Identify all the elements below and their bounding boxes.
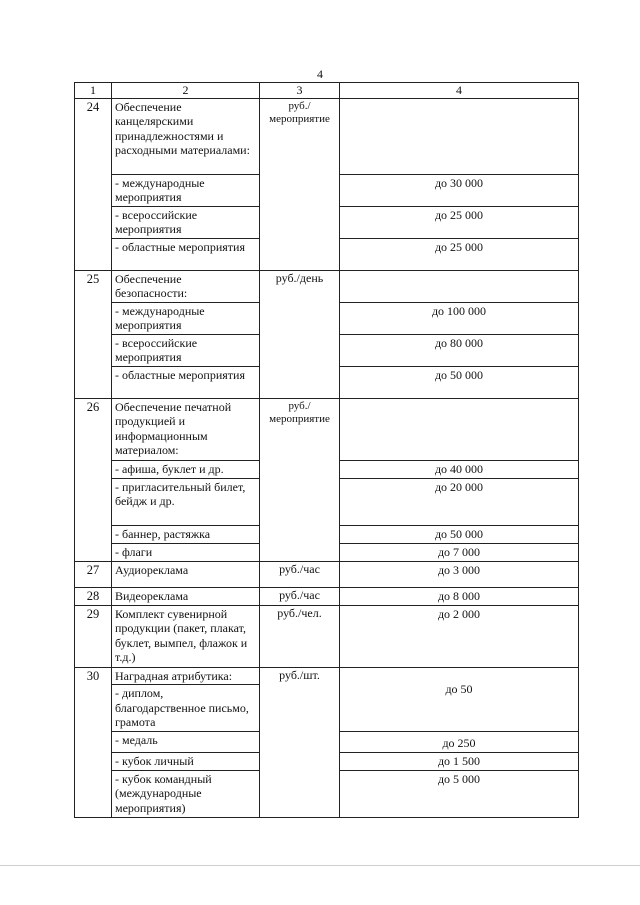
- row-number: 26: [75, 398, 112, 561]
- row-unit: руб./час: [260, 587, 340, 605]
- row-title: Аудиореклама: [112, 561, 260, 587]
- row-number: 27: [75, 561, 112, 587]
- row-unit: руб./день: [260, 270, 340, 398]
- row-number: 30: [75, 667, 112, 817]
- row-title: Комплект сувенирной продукции (пакет, плакат, буклет, вымпел, флажок и т.д.): [112, 605, 260, 667]
- row-unit: руб./ мероприятие: [260, 98, 340, 270]
- table-row: [75, 667, 579, 685]
- sub-item-name: - областные мероприятия: [112, 238, 260, 270]
- row-number: 25: [75, 270, 112, 398]
- sub-item-name: - афиша, буклет и др.: [112, 460, 260, 478]
- table-row: [75, 398, 579, 460]
- sub-item-name: - областные мероприятия: [112, 366, 260, 398]
- row-value: до 2 000: [340, 605, 579, 667]
- row-title: Обеспечение безопасности:: [112, 270, 260, 302]
- row-number: 29: [75, 605, 112, 667]
- sub-item-value: до 25 000: [340, 206, 579, 238]
- sub-item-value: до 50 000: [340, 525, 579, 543]
- row-title: Наградная атрибутика:: [112, 667, 260, 685]
- sub-item-name: - баннер, растяжка: [112, 525, 260, 543]
- sub-item-name: - всероссийские мероприятия: [112, 334, 260, 366]
- row-value: до 8 000: [340, 587, 579, 605]
- page-bottom-divider: [0, 865, 640, 866]
- table-row: [75, 561, 579, 587]
- page-number: 4: [317, 67, 323, 81]
- row-unit: руб./шт.: [260, 667, 340, 817]
- sub-item-name: - кубок личный: [112, 752, 260, 770]
- table-row: [75, 270, 579, 302]
- header-cell-4: 4: [340, 83, 579, 99]
- sub-item-value: до 7 000: [340, 543, 579, 561]
- sub-item-name: - международные мероприятия: [112, 302, 260, 334]
- sub-item-name: - международные мероприятия: [112, 174, 260, 206]
- sub-item-value: до 80 000: [340, 334, 579, 366]
- sub-item-name: - медаль: [112, 732, 260, 753]
- row-title: Обеспечение канцелярскими принадлежностями и расходными материалами:: [112, 98, 260, 174]
- sub-item-value: до 30 000: [340, 174, 579, 206]
- sub-item-value: до 5 000: [340, 770, 579, 817]
- row-title: Обеспечение печатной продукцией и информационным материалом:: [112, 398, 260, 460]
- header-cell-3: 3: [260, 83, 340, 99]
- sub-item-value: до 250: [340, 732, 579, 753]
- sub-item-value: до 50: [340, 667, 579, 732]
- sub-item-value: до 20 000: [340, 478, 579, 525]
- row-number: 24: [75, 98, 112, 270]
- sub-item-value: до 1 500: [340, 752, 579, 770]
- row-unit: руб./чел.: [260, 605, 340, 667]
- sub-item-name: - кубок командный (международные мероприятия): [112, 770, 260, 817]
- row-unit: руб./ мероприятие: [260, 398, 340, 561]
- header-cell-1: 1: [75, 83, 112, 99]
- table-row: [75, 587, 579, 605]
- sub-item-name: - пригласительный билет, бейдж и др.: [112, 478, 260, 525]
- row-value: до 3 000: [340, 561, 579, 587]
- table-row: [75, 98, 579, 174]
- sub-item-name: - диплом, благодарственное письмо, грамота: [112, 685, 260, 732]
- sub-item-value: до 25 000: [340, 238, 579, 270]
- table-row: [75, 605, 579, 667]
- sub-item-value: до 40 000: [340, 460, 579, 478]
- row-number: 28: [75, 587, 112, 605]
- table-header-row: [75, 83, 579, 99]
- sub-item-value: до 50 000: [340, 366, 579, 398]
- row-title: Видеореклама: [112, 587, 260, 605]
- row-unit: руб./час: [260, 561, 340, 587]
- sub-item-name: - флаги: [112, 543, 260, 561]
- sub-item-value: до 100 000: [340, 302, 579, 334]
- header-cell-2: 2: [112, 83, 260, 99]
- sub-item-name: - всероссийские мероприятия: [112, 206, 260, 238]
- norms-table: [74, 82, 579, 818]
